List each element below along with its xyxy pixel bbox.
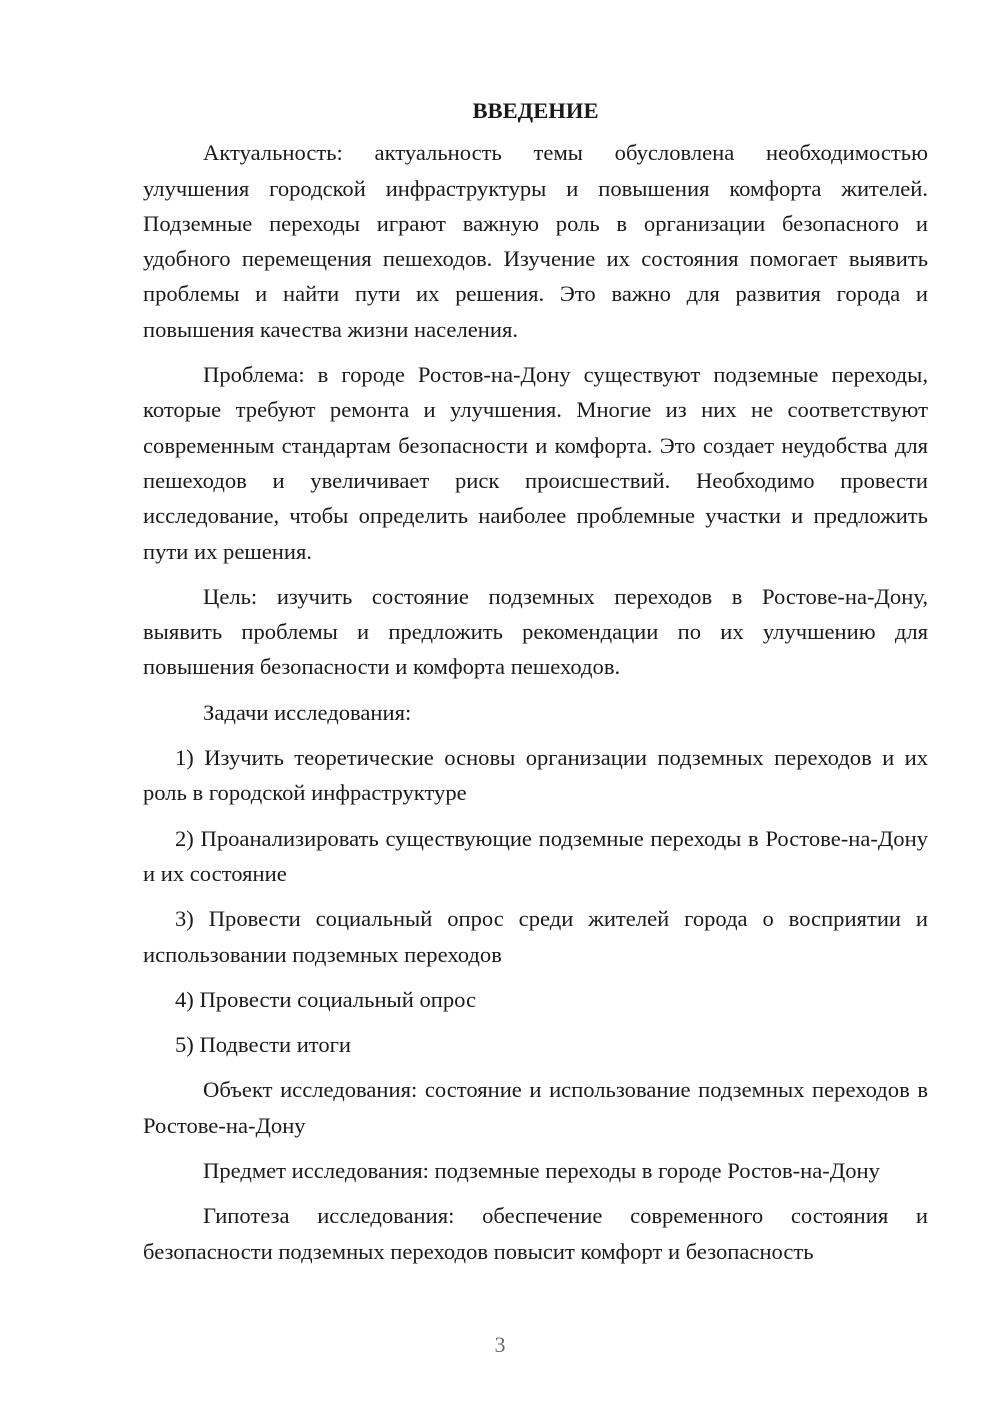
tasks-heading: Задачи исследования:	[203, 699, 412, 725]
task-item-2: 2) Проанализировать существующие подземные переходы в Ростове-на-Дону и их состояние	[143, 825, 928, 886]
goal-paragraph: Цель: изучить состояние подземных переходов в Ростове-на-Дону, выявить проблемы и предложить рекомендации по их улучшению для повышения безопасности и комфорта пешеходов.	[143, 583, 928, 680]
task-item-5: 5) Подвести итоги	[175, 1032, 352, 1058]
section-title: ВВЕДЕНИЕ	[472, 98, 599, 123]
subject-paragraph: Предмет исследования: подземные переходы в городе Ростов-на-Дону	[203, 1158, 880, 1184]
task-item-3: 3) Провести социальный опрос среди жителей города о восприятии и использовании подземных переходов	[143, 906, 928, 967]
task-item-4: 4) Провести социальный опрос	[175, 986, 477, 1012]
hypothesis-paragraph: Гипотеза исследования: обеспечение современного состояния и безопасности подземных переходов повысит комфорт и безопасность	[143, 1203, 928, 1264]
task-item-1: 1) Изучить теоретические основы организации подземных переходов и их роль в городской инфраструктуре	[143, 745, 928, 806]
object-paragraph: Объект исследования: состояние и использование подземных переходов в Ростове-на-Дону	[143, 1077, 928, 1138]
problem-paragraph: Проблема: в городе Ростов-на-Дону существуют подземные переходы, которые требуют ремонта и улучшения. Многие из них не соответствуют современным стандартам безопасности и комфорта. Это создает неудобства для пешеходов и увеличивает риск происшествий. Необходимо провести исследование, чтобы определить наиболее проблемные участки и предложить пути их решения.	[143, 362, 928, 564]
page-number: 3	[494, 1332, 506, 1357]
relevance-paragraph: Актуальность: актуальность темы обусловлена необходимостью улучшения городской инфраструктуры и повышения комфорта жителей. Подземные переходы играют важную роль в организации безопасного и удобного перемещения пешеходов. Изучение их состояния помогает выявить проблемы и найти пути их решения. Это важно для развития города и повышения качества жизни населения.	[143, 140, 928, 342]
document-body	[143, 93, 928, 1279]
